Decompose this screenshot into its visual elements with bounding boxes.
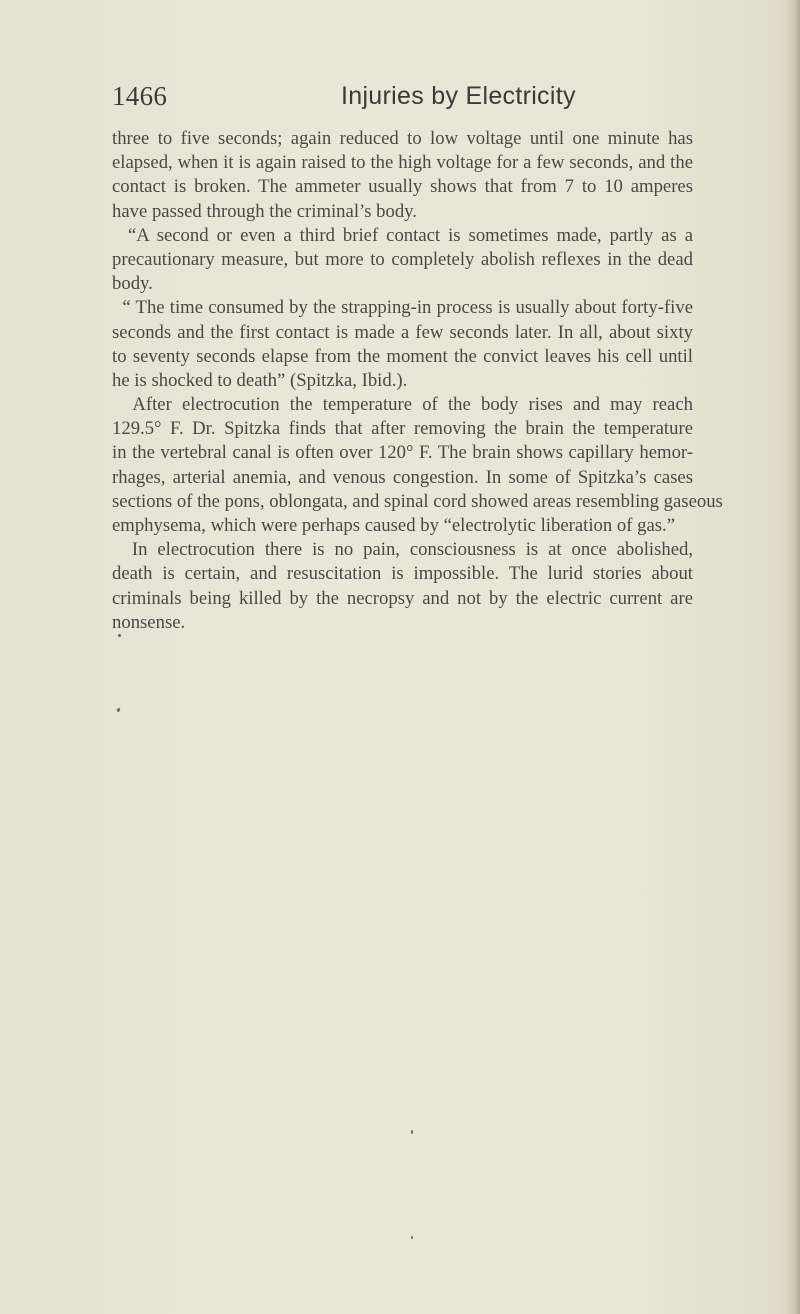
scan-speck	[118, 634, 121, 637]
text-line: rhages, arterial anemia, and venous congestion. In some of Spitzka’s cases	[112, 466, 693, 488]
text-line: sections of the pons, oblongata, and spinal cord showed areas resembling gaseous	[112, 490, 723, 512]
text-line: seconds and the first contact is made a few seconds later. In all, about sixty	[112, 321, 693, 343]
text-line: nonsense.	[112, 611, 186, 633]
text-line: emphysema, which were perhaps caused by “electrolytic liberation of gas.”	[112, 515, 675, 536]
text-line: elapsed, when it is again raised to the high voltage for a few seconds, and the	[112, 152, 693, 174]
scan-speck	[411, 1236, 413, 1239]
text-line: death is certain, and resuscitation is impossible. The lurid stories about	[112, 563, 693, 585]
text-line: After electrocution the temperature of the body rises and may reach	[112, 394, 693, 416]
body-text	[112, 127, 723, 635]
running-head	[112, 78, 692, 118]
page-number: 1466	[112, 81, 168, 111]
scan-speck	[116, 708, 121, 713]
running-head-title: Injuries by Electricity	[341, 82, 576, 110]
text-line: precautionary measure, but more to completely abolish reflexes in the dead	[112, 248, 693, 270]
scan-speck	[411, 1130, 413, 1134]
text-line: to seventy seconds elapse from the moment the convict leaves his cell until	[112, 345, 693, 367]
page-edge-shadow	[786, 0, 800, 1314]
text-line: In electrocution there is no pain, consciousness is at once abolished,	[112, 539, 693, 561]
text-line: have passed through the criminal’s body.	[112, 200, 417, 222]
text-line: “ The time consumed by the strapping-in process is usually about forty-five	[112, 297, 693, 319]
text-line: criminals being killed by the necropsy and not by the electric current are	[112, 587, 693, 609]
text-line: he is shocked to death” (Spitzka, Ibid.).	[112, 369, 408, 391]
text-line: 129.5° F. Dr. Spitzka finds that after removing the brain the temperature	[112, 418, 693, 440]
text-line: contact is broken. The ammeter usually shows that from 7 to 10 amperes	[112, 176, 693, 198]
text-line: in the vertebral canal is often over 120° F. The brain shows capillary hemor-	[112, 442, 693, 464]
text-line: three to five seconds; again reduced to low voltage until one minute has	[112, 128, 693, 149]
text-line: body.	[112, 273, 153, 295]
text-line: “A second or even a third brief contact is sometimes made, partly as a	[112, 224, 693, 246]
